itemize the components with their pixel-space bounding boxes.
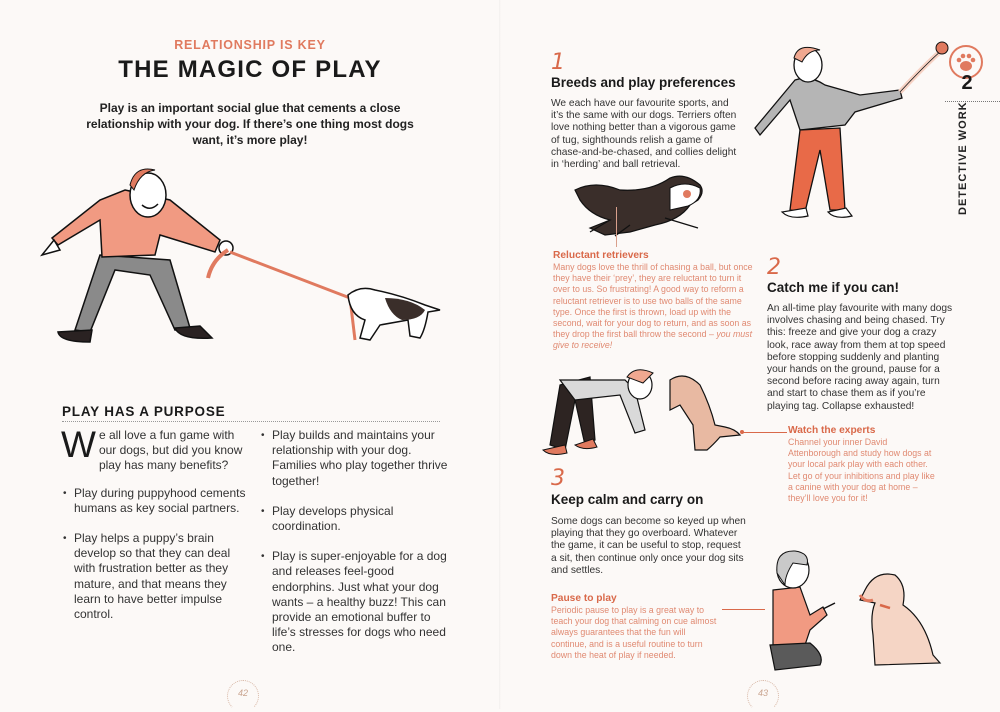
callout-body: Periodic pause to play is a great way to teach your dog that calming on cue almost always guarantees that the fun will continue, and is a useful routine to turn down the heat of play if needed.	[551, 605, 717, 660]
callout-leader	[742, 432, 787, 433]
callout-body: Many dogs love the thrill of chasing a ball, but once they have their ‘prey’, they are reluctant to turn it over to us. So frustrating! A good way to reform a reluctant retriever is to use two balls of the same type. Once the first is thrown, load up with the second, wait for your dog to return, and as soon as they drop the first ball throw the second – you must give to receive!	[553, 262, 753, 351]
callout-heading: Reluctant retrievers	[553, 250, 649, 261]
section-body: We each have our favourite sports, and it’s the same with our dogs. Terriers often love nothing better than a vigorous game of tug, sighthounds relish a game of chase-and-be-chased, and collies delight in ‘herding’ and ball retrieval.	[551, 98, 737, 171]
section-number: 3	[551, 466, 565, 491]
list-item: • Play helps a puppy’s brain develop so that they can deal with frustration better as they mature, and that means they learn to have better impulse control.	[62, 531, 250, 622]
chapter-label: DETECTIVE WORK	[957, 101, 969, 215]
kneeling-woman-with-retriever-illustration	[755, 545, 950, 675]
purpose-column-left	[61, 424, 250, 637]
section-heading: Keep calm and carry on	[551, 492, 704, 507]
callout-heading: Pause to play	[551, 593, 617, 604]
list-item: • Play during puppyhood cements humans as key social partners.	[62, 486, 250, 516]
man-playing-tug-illustration	[30, 160, 460, 360]
purpose-column-right	[260, 428, 450, 671]
page-title: THE MAGIC OF PLAY	[118, 56, 382, 83]
callout-heading: Watch the experts	[788, 425, 876, 436]
running-collie-illustration	[570, 170, 715, 240]
lead-paragraph	[61, 424, 250, 474]
section-body: Some dogs can become so keyed up when playing that they go overboard. Whatever the game, it can be useful to stop, request a sit, then continue only once your dog sits and settles.	[551, 516, 746, 576]
list-item: • Play is super-enjoyable for a dog and releases feel-good endorphins. Just what your dog wants – a healthy buzz! This can provide an emotional buffer to life’s stresses for dogs who need one.	[260, 549, 450, 655]
chapter-number: 2	[961, 72, 973, 94]
play-bow-with-poodle-illustration	[535, 365, 745, 460]
left-page	[0, 0, 500, 709]
callout-dot	[740, 430, 744, 434]
section-body: An all-time play favourite with many dogs involves chasing and being chased. Try this: freeze and give your dog a crazy look, race away from them at top speed before stopping suddenly and planting your hands on the ground, pause for a second before racing away again, turn and start to chase them as if you’re playing tag. Collapse exhausted!	[767, 303, 953, 412]
section-kicker: RELATIONSHIP IS KEY	[174, 38, 326, 52]
section-heading: Catch me if you can!	[767, 280, 900, 295]
list-item: • Play builds and maintains your relationship with your dog. Families who play together thrive together!	[260, 428, 450, 489]
benefit-list	[260, 428, 450, 656]
page-number: 43	[743, 680, 783, 702]
section-heading: PLAY HAS A PURPOSE	[62, 404, 226, 419]
gutter	[499, 0, 501, 709]
page-number: 42	[223, 680, 263, 702]
intro-text: Play is an important social glue that cements a close relationship with your dog. If there’s one thing most dogs want, it’s more play!	[86, 101, 414, 147]
callout-body: Channel your inner David Attenborough and study how dogs at your local park play with each other. Let go of your inhibitions and play like a canine with your dog at home – they’ll love you for it!	[788, 437, 935, 504]
section-number: 2	[767, 255, 781, 280]
dropcap: W	[61, 424, 96, 465]
dotted-divider	[62, 421, 440, 422]
chapter-divider	[945, 101, 1000, 102]
section-number: 1	[551, 50, 565, 75]
section-heading: Breeds and play preferences	[551, 75, 736, 90]
benefit-list	[62, 486, 250, 623]
lead-text: e all love a fun game with our dogs, but did you know play has many benefits?	[98, 428, 243, 473]
man-with-ball-launcher-illustration	[750, 40, 950, 230]
list-item: • Play develops physical coordination.	[260, 504, 450, 534]
callout-leader	[616, 207, 617, 247]
